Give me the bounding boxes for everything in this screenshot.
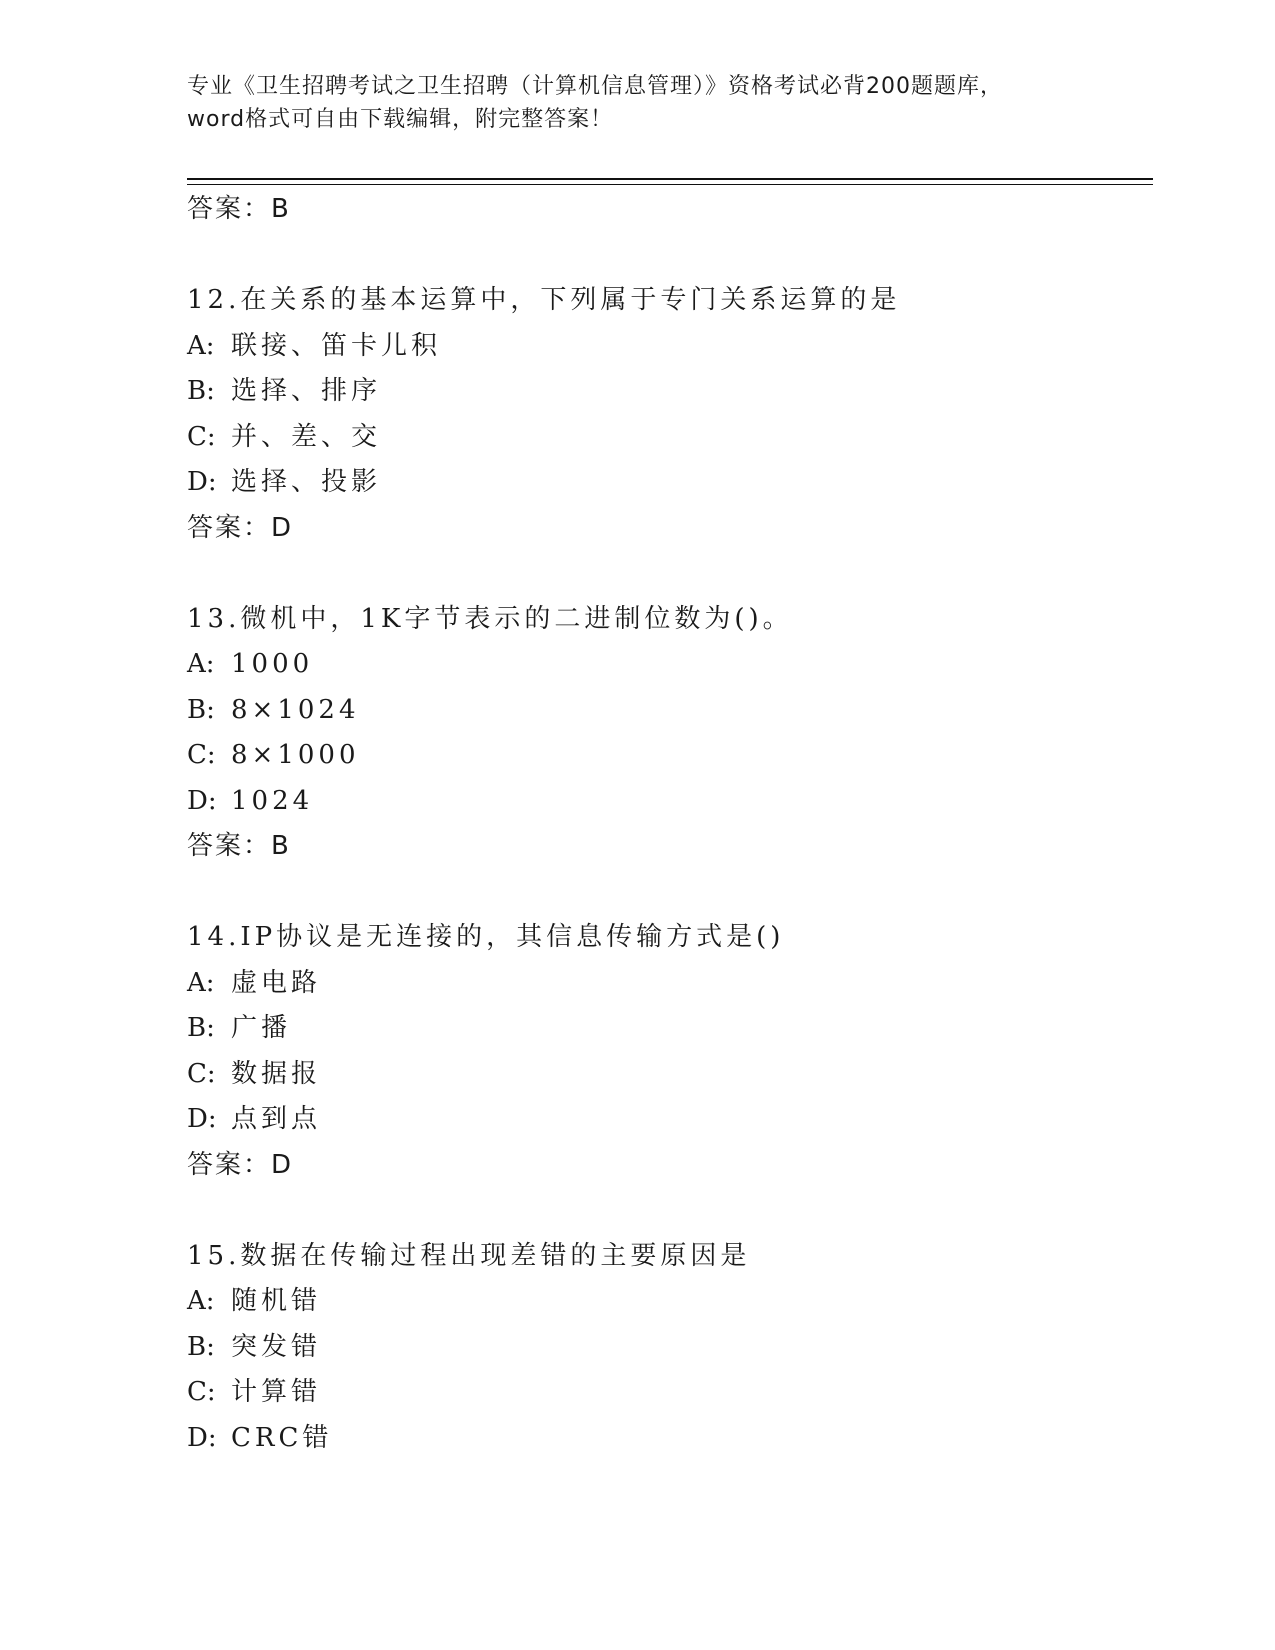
option-c xyxy=(187,415,1153,461)
spacer xyxy=(187,233,1153,279)
option-label: D: xyxy=(187,1422,217,1453)
question-stem: 12.在关系的基本运算中，下列属于专门关系运算的是 xyxy=(187,285,901,315)
option-label: C: xyxy=(187,1377,216,1407)
answer-line: 答案：D xyxy=(187,1149,294,1180)
option-text: 并、差、交 xyxy=(231,421,382,452)
option-text: 选择、排序 xyxy=(231,376,382,406)
option-c xyxy=(187,1052,1153,1098)
option-text: 8×1000 xyxy=(231,740,360,770)
option-a xyxy=(187,961,1153,1007)
spacer xyxy=(187,870,1153,916)
header-rule-thick xyxy=(187,178,1153,180)
option-text: 随机错 xyxy=(231,1286,322,1316)
option-label: A: xyxy=(187,967,215,998)
question-stem: 14.IP协议是无连接的，其信息传输方式是() xyxy=(187,922,785,952)
option-text: 1024 xyxy=(231,785,314,816)
option-b xyxy=(187,688,1153,734)
option-text: 数据报 xyxy=(231,1058,322,1089)
option-label: A: xyxy=(187,649,215,679)
option-a xyxy=(187,642,1153,688)
option-label: D: xyxy=(187,785,217,816)
option-text: 计算错 xyxy=(231,1377,322,1407)
option-c xyxy=(187,733,1153,779)
answer-line: 答案：B xyxy=(187,194,291,224)
option-d xyxy=(187,779,1153,825)
option-label: D: xyxy=(187,1104,217,1134)
question-list xyxy=(187,187,1153,1461)
question-stem: 15.数据在传输过程出现差错的主要原因是 xyxy=(187,1240,751,1271)
option-label: A: xyxy=(187,330,215,361)
option-b xyxy=(187,1006,1153,1052)
option-label: C: xyxy=(187,1058,216,1089)
spacer xyxy=(187,551,1153,597)
option-label: C: xyxy=(187,421,216,452)
option-text: 联接、笛卡儿积 xyxy=(231,330,442,361)
header-line-1: 专业《卫生招聘考试之卫生招聘（计算机信息管理）》资格考试必背200题题库， xyxy=(187,74,1003,99)
option-label: C: xyxy=(187,740,216,770)
header-rule-thin xyxy=(187,184,1153,185)
option-b xyxy=(187,1325,1153,1371)
option-text: 8×1024 xyxy=(231,694,360,725)
option-d xyxy=(187,1416,1153,1462)
option-text: 1000 xyxy=(231,649,314,679)
option-text: CRC错 xyxy=(231,1422,333,1453)
option-d xyxy=(187,460,1153,506)
option-text: 选择、投影 xyxy=(231,467,382,497)
option-a xyxy=(187,324,1153,370)
option-label: B: xyxy=(187,694,215,725)
option-text: 突发错 xyxy=(231,1331,322,1362)
option-text: 虚电路 xyxy=(231,967,322,998)
answer-line: 答案：B xyxy=(187,831,291,861)
option-a xyxy=(187,1279,1153,1325)
option-label: B: xyxy=(187,376,215,406)
option-label: B: xyxy=(187,1331,215,1362)
option-text: 点到点 xyxy=(231,1104,322,1134)
header-line-2: word格式可自由下载编辑，附完整答案！ xyxy=(187,107,614,132)
option-d xyxy=(187,1097,1153,1143)
option-text: 广播 xyxy=(231,1013,292,1043)
option-b xyxy=(187,369,1153,415)
option-c xyxy=(187,1370,1153,1416)
question-stem: 13.微机中，1K字节表示的二进制位数为()。 xyxy=(187,603,793,634)
option-label: D: xyxy=(187,467,217,497)
option-label: A: xyxy=(187,1286,215,1316)
answer-line: 答案：D xyxy=(187,512,294,543)
document-header xyxy=(187,70,1087,136)
option-label: B: xyxy=(187,1013,215,1043)
spacer xyxy=(187,1188,1153,1234)
